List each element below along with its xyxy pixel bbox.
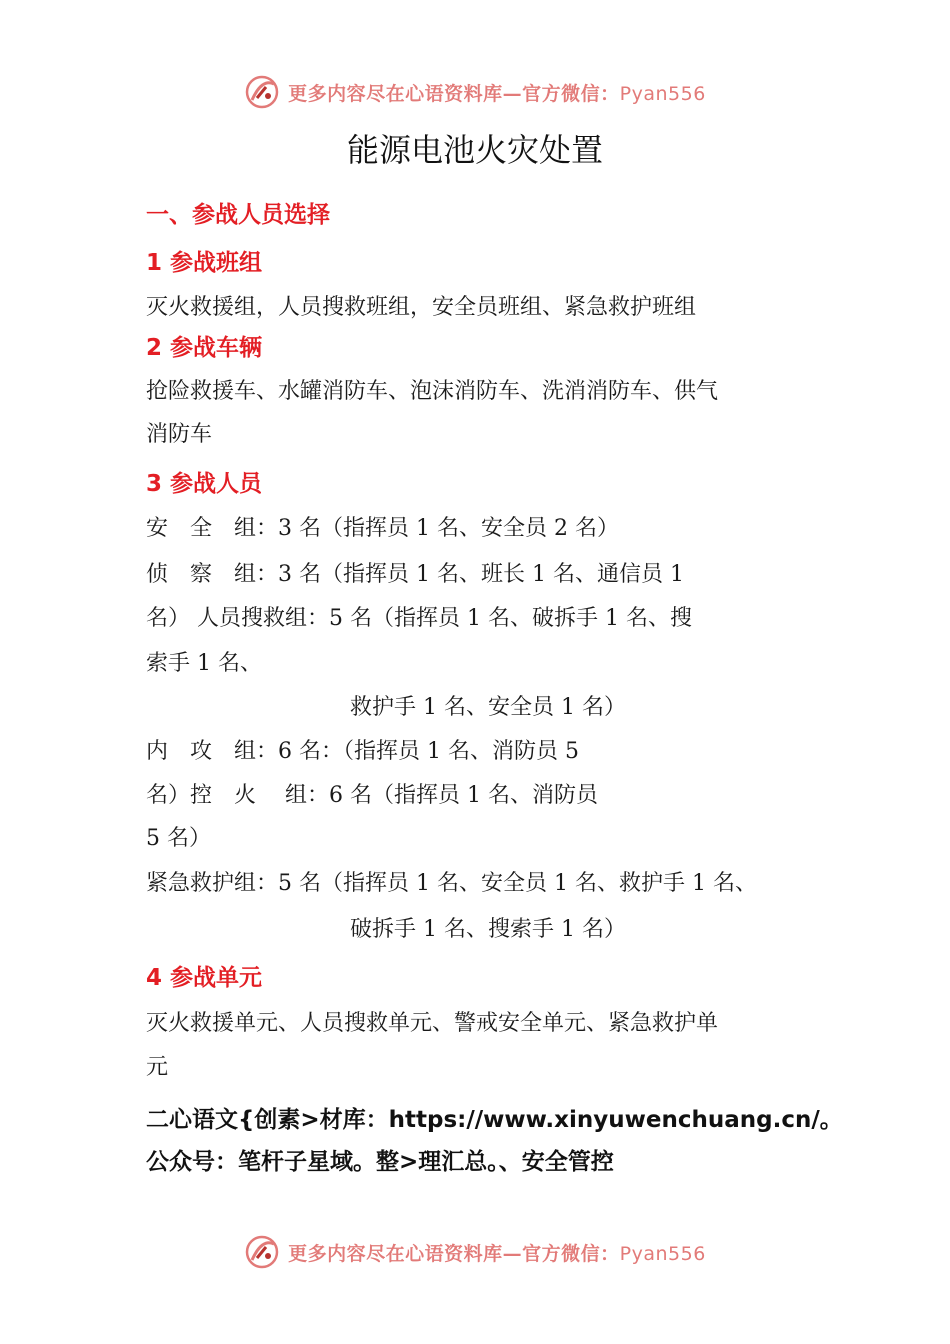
top-watermark xyxy=(0,72,950,112)
text-line: 名）控 火 组：6 名（指挥员 1 名、消防员 xyxy=(146,783,598,808)
brand-logo-icon xyxy=(244,74,280,110)
document-title: 能源电池火灾处置 xyxy=(346,131,603,169)
subheading-vehicles: 2 参战车辆 xyxy=(146,335,263,361)
brand-logo-icon xyxy=(244,1234,280,1270)
watermark-text: 更多内容尽在心语资料库—官方微信：Pyan556 xyxy=(288,1242,706,1265)
text-line: 抢险救援车、水罐消防车、泡沫消防车、洗消消防车、供气 xyxy=(146,379,719,404)
footer-note-line: 公众号：笔杆子星域。整>理汇总。、安全管控 xyxy=(146,1149,614,1175)
text-line: 灭火救援单元、人员搜救单元、警戒安全单元、紧急救护单 xyxy=(146,1011,719,1036)
text-line: 紧急救护组：5 名（指挥员 1 名、安全员 1 名、救护手 1 名、 xyxy=(146,871,757,896)
text-line: 元 xyxy=(146,1055,169,1080)
text-line: 灭火救援组，人员搜救班组，安全员班组、紧急救护班组 xyxy=(146,295,697,320)
text-line: 5 名） xyxy=(146,826,211,851)
text-line: 索手 1 名、 xyxy=(146,651,262,676)
subheading-teams: 1 参战班组 xyxy=(146,250,263,276)
section-heading-personnel: 一、参战人员选择 xyxy=(146,202,330,228)
text-line: 侦 察 组：3 名（指挥员 1 名、班长 1 名、通信员 1 xyxy=(146,562,684,587)
footer-note-line: 二心语文{创素>材库：https://www.xinyuwenchuang.cn/。 xyxy=(146,1107,843,1133)
text-line: 内 攻 组：6 名：（指挥员 1 名、消防员 5 xyxy=(146,739,579,764)
bottom-watermark xyxy=(0,1232,950,1272)
subheading-personnel: 3 参战人员 xyxy=(146,471,263,497)
text-line: 安 全 组：3 名（指挥员 1 名、安全员 2 名） xyxy=(146,516,619,541)
text-line: 消防车 xyxy=(146,422,213,447)
text-line: 破拆手 1 名、搜索手 1 名） xyxy=(350,917,626,942)
watermark-text: 更多内容尽在心语资料库—官方微信：Pyan556 xyxy=(288,82,706,105)
text-line: 名） 人员搜救组：5 名（指挥员 1 名、破拆手 1 名、搜 xyxy=(146,606,692,631)
subheading-units: 4 参战单元 xyxy=(146,965,263,991)
text-line: 救护手 1 名、安全员 1 名） xyxy=(350,695,626,720)
